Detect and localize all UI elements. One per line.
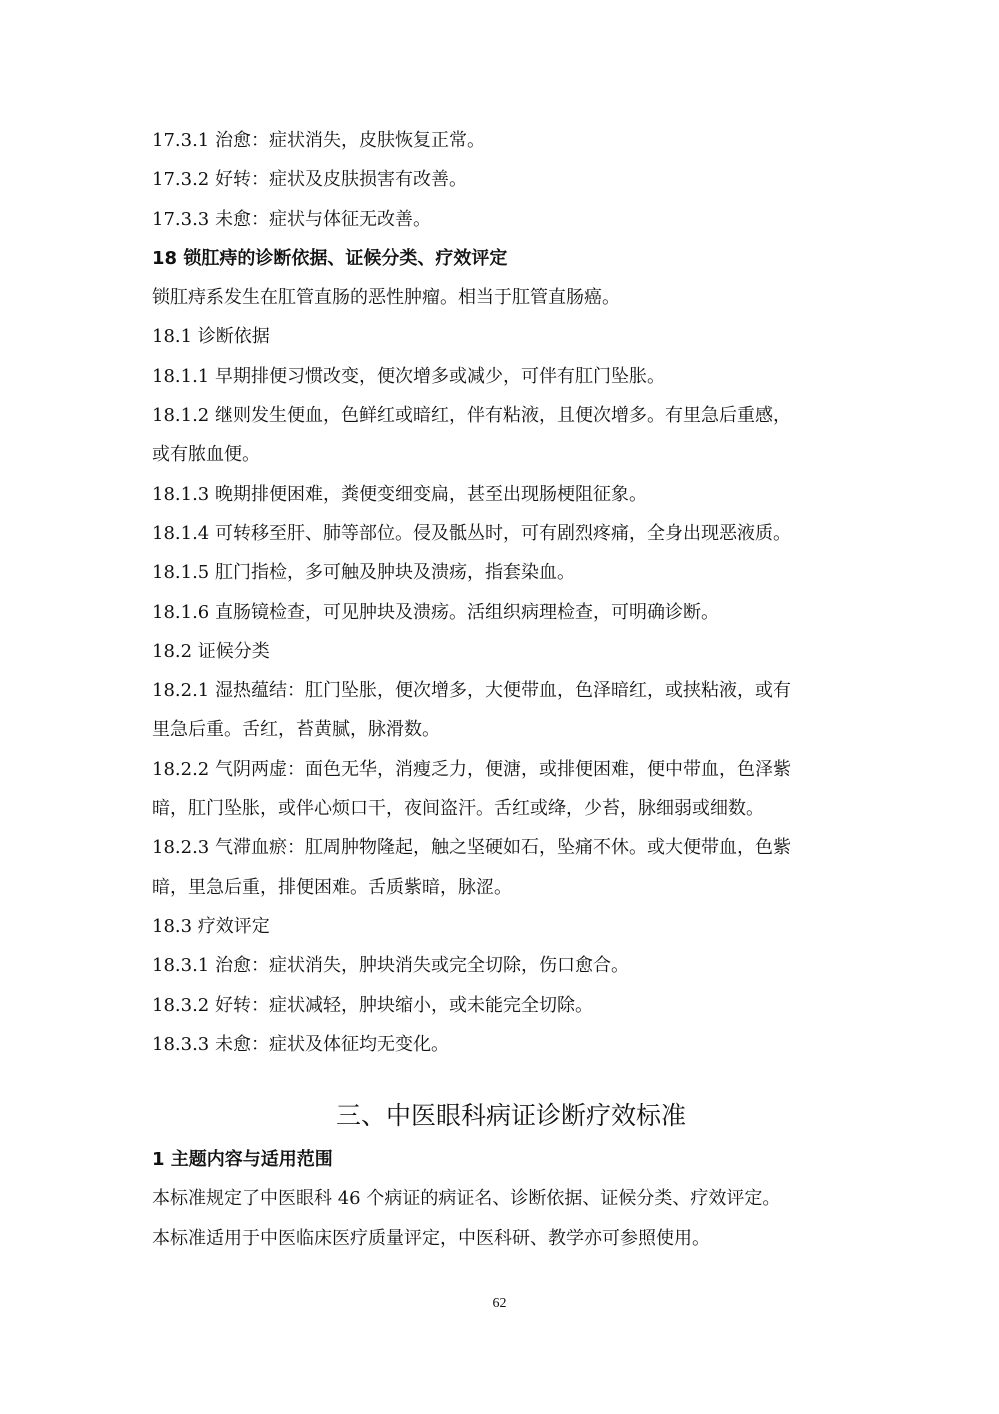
text-block-top	[152, 121, 852, 1064]
text-line: 18.1.3 晚期排便困难，粪便变细变扁，甚至出现肠梗阻征象。	[152, 483, 647, 505]
section-heading: 18 锁肛痔的诊断依据、证候分类、疗效评定	[152, 247, 508, 269]
text-line: 18.3.1 治愈：症状消失，肿块消失或完全切除，伤口愈合。	[152, 955, 629, 977]
text-line: 或有脓血便。	[152, 444, 260, 466]
text-line: 暗，肛门坠胀，或伴心烦口干，夜间盗汗。舌红或绛，少苔，脉细弱或细数。	[152, 798, 764, 820]
text-line: 18.1.2 继则发生便血，色鲜红或暗红，伴有粘液，且便次增多。有里急后重感，	[152, 405, 791, 427]
text-line: 18.1.6 直肠镜检查，可见肿块及溃疡。活组织病理检查，可明确诊断。	[152, 601, 719, 623]
text-line: 18.3.2 好转：症状减轻，肿块缩小，或未能完全切除。	[152, 994, 593, 1016]
text-block-bottom	[152, 1140, 852, 1258]
text-line: 18.1.1 早期排便习惯改变，便次增多或减少，可伴有肛门坠胀。	[152, 365, 665, 387]
text-line: 18.1.5 肛门指检，多可触及肿块及溃疡，指套染血。	[152, 562, 575, 584]
text-line: 17.3.1 治愈：症状消失，皮肤恢复正常。	[152, 130, 485, 151]
text-line: 18.2.1 湿热蕴结：肛门坠胀，便次增多，大便带血，色泽暗红，或挟粘液，或有	[152, 680, 791, 702]
text-line: 18.1 诊断依据	[152, 326, 270, 348]
section-title: 三、中医眼科病证诊断疗效标准	[335, 1101, 686, 1131]
text-line: 锁肛痔系发生在肛管直肠的恶性肿瘤。相当于肛管直肠癌。	[152, 287, 620, 309]
text-line: 18.2 证候分类	[152, 640, 270, 662]
text-line: 18.2.2 气阴两虚：面色无华，消瘦乏力，便溏，或排便困难，便中带血，色泽紫	[152, 758, 791, 780]
text-line: 17.3.2 好转：症状及皮肤损害有改善。	[152, 169, 467, 191]
text-line: 18.2.3 气滞血瘀：肛周肿物隆起，触之坚硬如石，坠痛不休。或大便带血，色紫	[152, 837, 791, 859]
text-line: 18.3.3 未愈：症状及体征均无变化。	[152, 1033, 449, 1055]
text-line: 17.3.3 未愈：症状与体征无改善。	[152, 208, 431, 230]
text-line: 暗，里急后重，排便困难。舌质紫暗，脉涩。	[152, 876, 512, 898]
text-line: 18.3 疗效评定	[152, 915, 270, 937]
page-content	[152, 121, 852, 1258]
text-line: 本标准适用于中医临床医疗质量评定，中医科研、教学亦可参照使用。	[152, 1227, 710, 1249]
section-heading: 1 主题内容与适用范围	[152, 1149, 333, 1171]
text-line: 18.1.4 可转移至肝、肺等部位。侵及骶丛时，可有剧烈疼痛，全身出现恶液质。	[152, 522, 791, 544]
page-number: 62	[492, 1296, 507, 1311]
text-line: 里急后重。舌红，苔黄腻，脉滑数。	[152, 719, 440, 741]
text-line: 本标准规定了中医眼科 46 个病证的病证名、诊断依据、证候分类、疗效评定。	[152, 1188, 781, 1210]
